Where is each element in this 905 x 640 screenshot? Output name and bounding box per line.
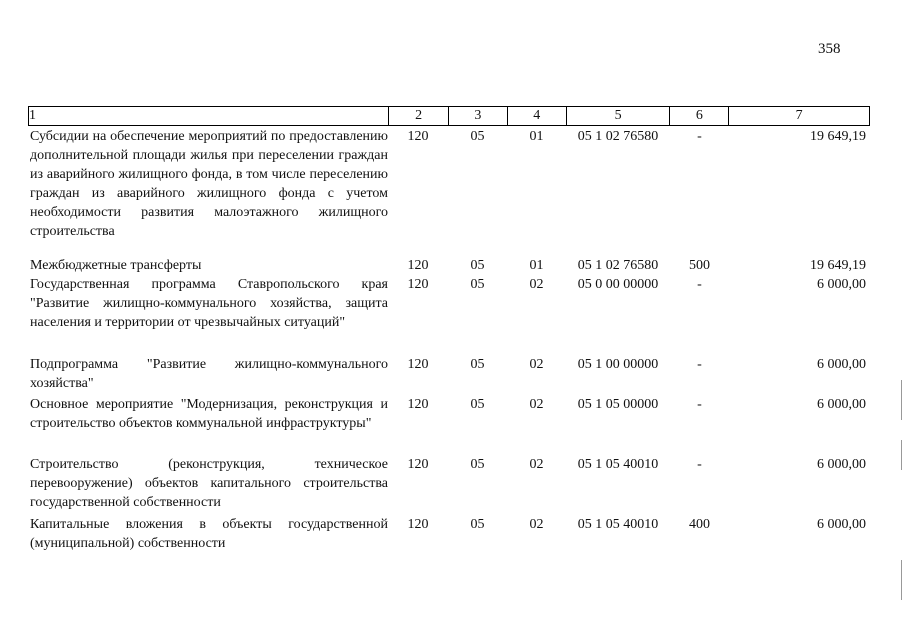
row-amount: 6 000,00	[817, 357, 866, 372]
row-expense-type: -	[697, 129, 702, 144]
row-amount: 6 000,00	[817, 397, 866, 412]
table-row	[28, 126, 870, 255]
table-row	[28, 354, 870, 394]
row-ministry-code: 120	[407, 277, 429, 292]
header-col-7: 7	[728, 107, 869, 125]
row-subsection-code: 02	[529, 277, 544, 292]
scan-edge-mark	[901, 560, 902, 600]
row-expense-type: -	[697, 457, 702, 472]
row-expense-type: 500	[689, 258, 710, 273]
scan-edge-mark	[901, 440, 902, 470]
row-ministry-code: 120	[407, 517, 429, 532]
header-col-1: 1	[29, 108, 36, 123]
row-ministry-code: 120	[407, 357, 429, 372]
row-expense-type: -	[697, 277, 702, 292]
row-amount: 6 000,00	[817, 277, 866, 292]
table-row	[28, 514, 870, 554]
row-target-code: 05 1 05 40010	[577, 457, 659, 472]
row-target-code: 05 0 00 00000	[577, 277, 659, 292]
row-amount: 6 000,00	[817, 517, 866, 532]
table-row	[28, 394, 870, 454]
budget-table	[28, 106, 870, 554]
table-row	[28, 454, 870, 514]
row-section-code: 05	[470, 457, 485, 472]
row-target-code: 05 1 05 40010	[577, 517, 659, 532]
row-expense-type: 400	[689, 517, 710, 532]
row-subsection-code: 02	[529, 397, 544, 412]
row-subsection-code: 02	[529, 457, 544, 472]
table-row	[28, 274, 870, 354]
row-subsection-code: 01	[529, 129, 544, 144]
row-subsection-code: 02	[529, 357, 544, 372]
row-subsection-code: 01	[529, 258, 544, 273]
row-section-code: 05	[470, 258, 485, 273]
row-amount: 19 649,19	[810, 258, 866, 273]
row-section-code: 05	[470, 277, 485, 292]
row-ministry-code: 120	[407, 397, 429, 412]
row-section-code: 05	[470, 357, 485, 372]
table-body	[28, 126, 870, 554]
row-ministry-code: 120	[407, 129, 429, 144]
row-section-code: 05	[470, 517, 485, 532]
row-expense-type: -	[697, 397, 702, 412]
header-col-6: 6	[669, 107, 728, 125]
row-target-code: 05 1 02 76580	[577, 129, 659, 144]
header-col-4: 4	[507, 107, 566, 125]
scan-edge-mark	[901, 380, 902, 420]
page-number: 358	[818, 41, 841, 57]
row-target-code: 05 1 05 00000	[577, 397, 659, 412]
row-name: Субсидии на обеспечение мероприятий по предоставлению дополнительной площади жилья при переселении граждан из аварийного жилищного фонда, в том числе переселению граждан из аварийного жилищного фонда с учетом необходимости развития малоэтажного жилищного строительства	[30, 129, 388, 239]
table-header-row	[28, 106, 870, 126]
row-name: Капитальные вложения в объекты государственной (муниципальной) собственности	[30, 517, 388, 551]
row-amount: 6 000,00	[817, 457, 866, 472]
row-section-code: 05	[470, 129, 485, 144]
table-row	[28, 255, 870, 274]
row-section-code: 05	[470, 397, 485, 412]
header-col-2: 2	[388, 107, 448, 125]
row-name: Государственная программа Ставропольского края "Развитие жилищно-коммунального хозяйства, защита населения и территории от чрезвычайных ситуаций"	[30, 277, 388, 330]
row-name: Строительство (реконструкция, техническое перевооружение) объектов капитального строительства государственной собственности	[30, 457, 388, 510]
row-name: Межбюджетные трансферты	[30, 258, 202, 273]
row-ministry-code: 120	[407, 457, 429, 472]
row-name: Основное мероприятие "Модернизация, реконструкция и строительство объектов коммунальной инфраструктуры"	[30, 397, 388, 431]
row-name: Подпрограмма "Развитие жилищно-коммунального хозяйства"	[30, 357, 388, 391]
row-ministry-code: 120	[407, 258, 429, 273]
row-target-code: 05 1 00 00000	[577, 357, 659, 372]
row-amount: 19 649,19	[810, 129, 866, 144]
header-col-3: 3	[448, 107, 507, 125]
row-target-code: 05 1 02 76580	[577, 258, 659, 273]
header-col-5: 5	[566, 107, 670, 125]
row-expense-type: -	[697, 357, 702, 372]
row-subsection-code: 02	[529, 517, 544, 532]
